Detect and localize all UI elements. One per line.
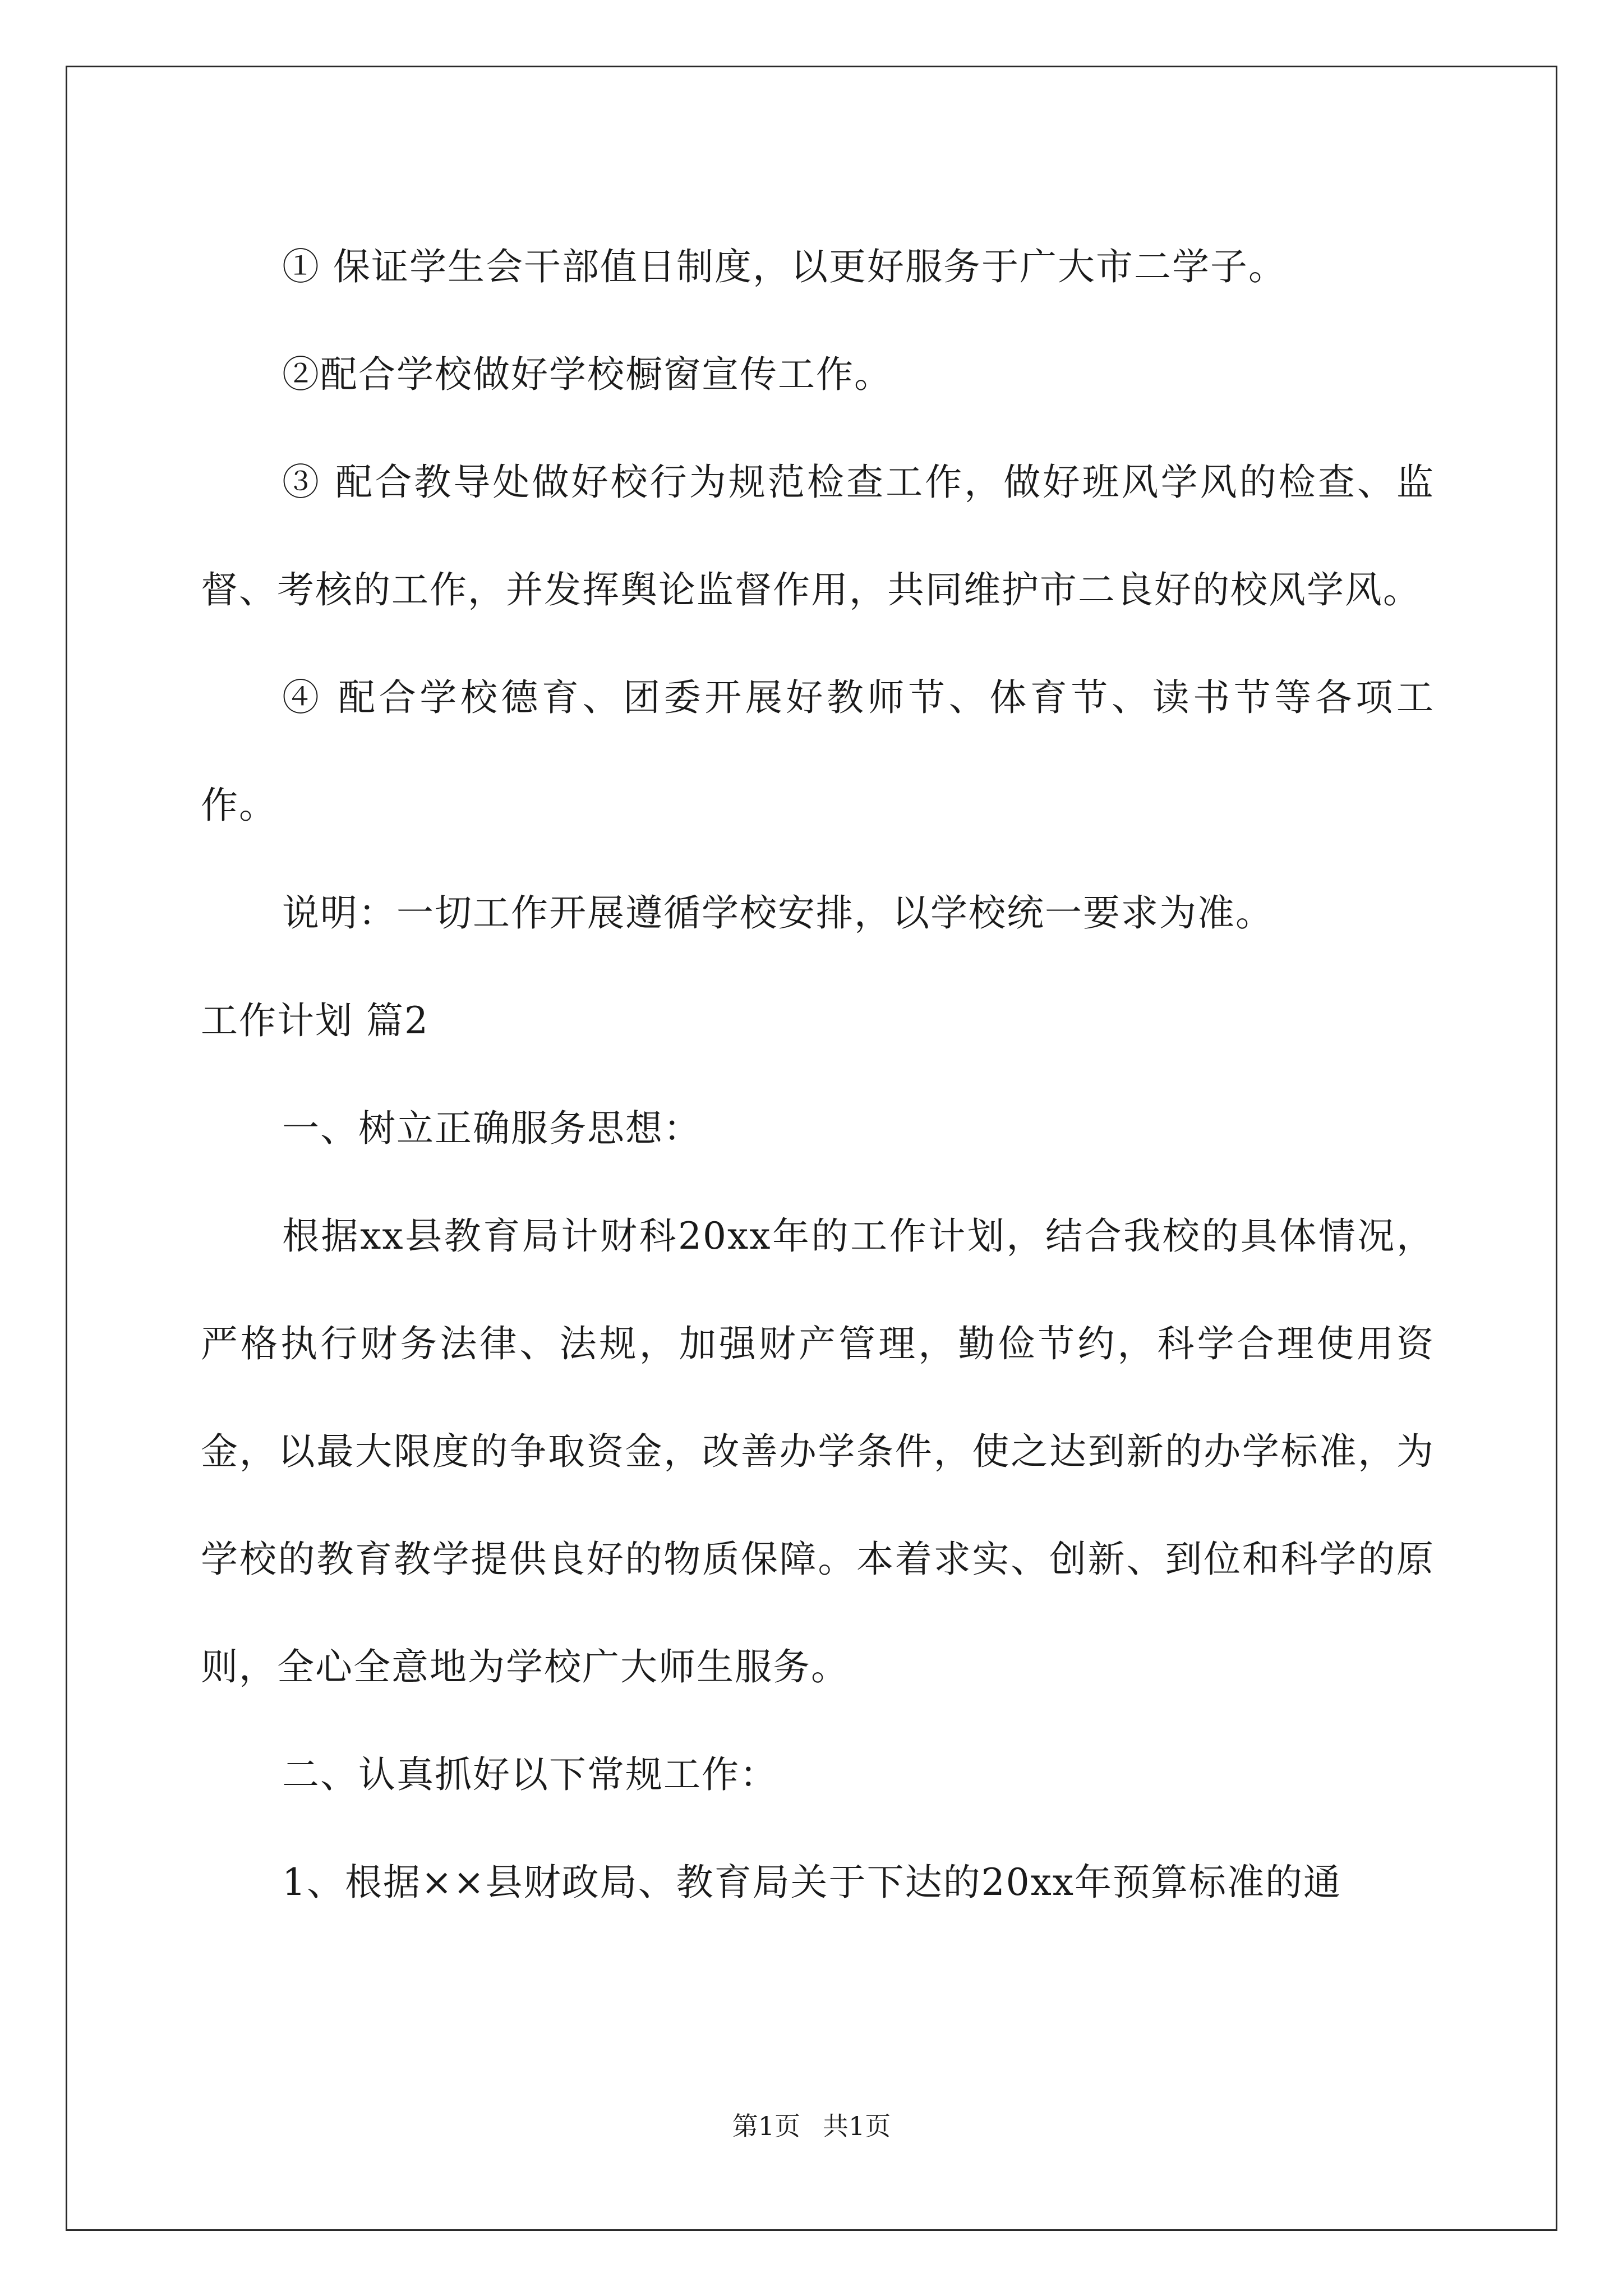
- page-total: 共1页: [823, 2111, 891, 2141]
- paragraph-note: 说明：一切工作开展遵循学校安排，以学校统一要求为准。: [282, 891, 1274, 935]
- paragraph-festivals: ④ 配合学校德育、团委开展好教师节、体育节、读书节等各项工作。: [201, 676, 1435, 827]
- paragraph-duty-system: ① 保证学生会干部值日制度，以更好服务于广大市二学子。: [282, 245, 1287, 288]
- document-body: [201, 213, 1435, 1936]
- paragraph-window-publicity: ②配合学校做好学校橱窗宣传工作。: [282, 353, 892, 396]
- section-heading: 工作计划 篇2: [201, 999, 429, 1042]
- paragraph-budget-item: 1、根据××县财政局、教育局关于下达的20xx年预算标准的通: [282, 1861, 1342, 1904]
- paragraph-section-one-body: 根据xx县教育局计财科20xx年的工作计划，结合我校的具体情况，严格执行财务法律、法规，加强财产管理，勤俭节约，科学合理使用资金，以最大限度的争取资金，改善办学条件，使之达到新的办学标准，为学校的教育教学提供良好的物质保障。本着求实、创新、到位和科学的原则，全心全意地为学校广大师生服务。: [201, 1214, 1435, 1688]
- page-number: 第1页: [732, 2111, 800, 2141]
- paragraph-section-one-title: 一、树立正确服务思想：: [282, 1107, 702, 1150]
- paragraph-section-two-title: 二、认真抓好以下常规工作：: [282, 1753, 778, 1796]
- page-footer: [0, 2109, 1623, 2143]
- paragraph-behavior-inspection: ③ 配合教导处做好校行为规范检查工作，做好班风学风的检查、监督、考核的工作，并发挥舆论监督作用，共同维护市二良好的校风学风。: [201, 461, 1435, 611]
